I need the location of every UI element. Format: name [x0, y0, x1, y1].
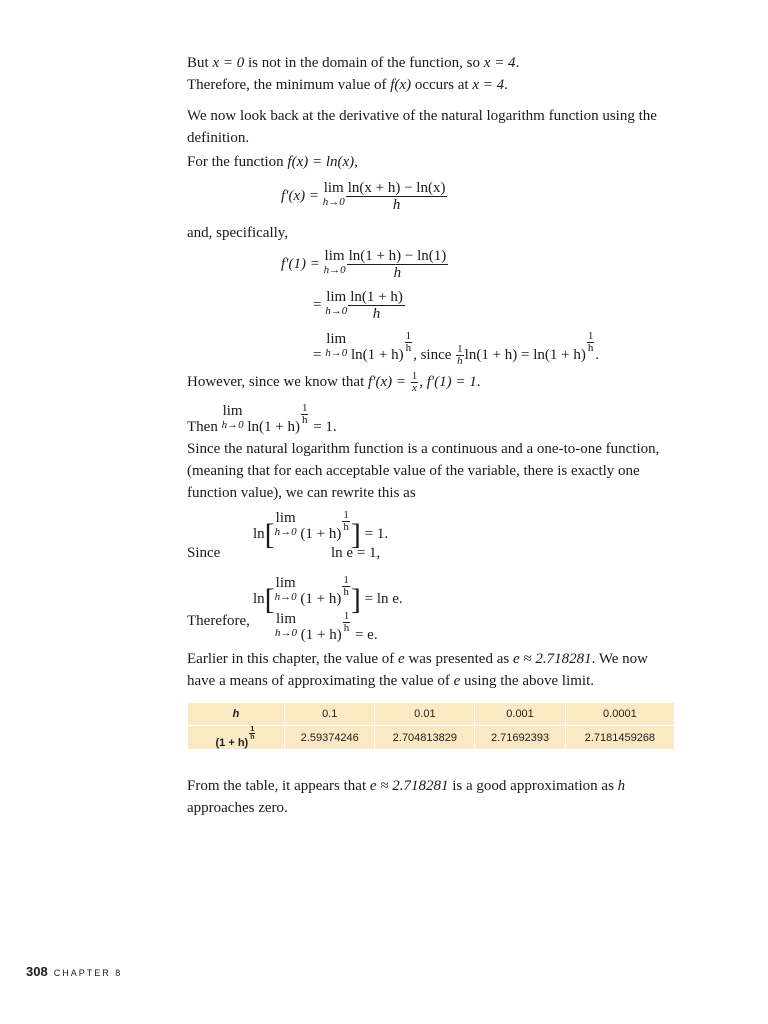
- equation-limit-e: lim h→0 (1 + h) $\frac{1}{h}$ = e.: [275, 610, 378, 643]
- table-cell: 2.71692393: [475, 726, 565, 750]
- paragraph-continuous: Since the natural logarithm function is a continuous and a one-to-one function, (meaning that for each acceptable value of the variable, there is exactly one function value), we can rewrite this as: [187, 441, 660, 501]
- table-cell: 0.1: [285, 703, 375, 726]
- line-for-function: For the function f(x) = ln(x),: [187, 154, 358, 170]
- equation-ln-limit-e: ln[lim h→0 (1 + h) $\frac{1}{h}$ ] = ln e.: [253, 574, 403, 616]
- label-since: Since: [187, 545, 221, 561]
- table-cell: 2.7181459268: [565, 726, 674, 750]
- paragraph-earlier: Earlier in this chapter, the value of e was presented as e ≈ 2.718281. We now have a means of approximating the value of e using the above limit.: [187, 651, 649, 689]
- equation-power-form: = lim h→0 ln(1 + h) $\frac{1}{h}$ , since $\frac{1}{h}$ ln(1 + h) = ln(1 + h) $\frac{1}{h}$ .: [313, 330, 600, 368]
- line-minimum: Therefore, the minimum value of f(x) occurs at x = 4.: [187, 77, 508, 93]
- chapter-label: CHAPTER 8: [53, 968, 123, 978]
- table-cell: 0.0001: [565, 703, 674, 726]
- page-footer: [26, 963, 122, 980]
- equation-derivative-at-one: f′(1) = lim h→0 $\frac{\ln(1 + h) - \ln(1)}{h}$: [281, 248, 447, 281]
- table-header-h: h: [188, 703, 285, 726]
- approximation-table: [187, 702, 675, 750]
- equation-derivative-definition: f′(x) = lim h→0 $\frac{\ln(x + h) - \ln(x)}{h}$: [281, 180, 446, 213]
- line-then-limit: Then lim h→0 ln(1 + h) $\frac{1}{h}$ = 1.: [187, 402, 337, 435]
- table-cell: 0.001: [475, 703, 565, 726]
- table-cell: 0.01: [375, 703, 475, 726]
- table-cell: 2.59374246: [285, 726, 375, 750]
- equation-ln-e: ln e = 1,: [331, 545, 381, 561]
- line-however: However, since we know that f′(x) = $\frac{1}{x}$ , f′(1) = 1.: [187, 370, 481, 395]
- table-row-values: [188, 726, 675, 750]
- table-header-expression: (1 + h) $\frac{1}{h}$: [188, 726, 285, 750]
- paragraph-derivative-intro: We now look back at the derivative of the natural logarithm function using the definition.: [187, 108, 657, 146]
- table-row-h: [188, 703, 675, 726]
- line-domain: But x = 0 is not in the domain of the function, so x = 4.: [187, 55, 520, 71]
- paragraph-conclusion: From the table, it appears that e ≈ 2.718281 is a good approximation as h approaches zero.: [187, 778, 626, 816]
- equation-simplified: = lim h→0 $\frac{\ln(1 + h)}{h}$: [313, 289, 403, 322]
- equation-ln-limit: ln[lim h→0 (1 + h) $\frac{1}{h}$ ] = 1.: [253, 509, 389, 551]
- line-specifically: and, specifically,: [187, 225, 289, 241]
- label-therefore: Therefore,: [187, 613, 250, 629]
- table-cell: 2.704813829: [375, 726, 475, 750]
- page-number: 308: [26, 964, 48, 979]
